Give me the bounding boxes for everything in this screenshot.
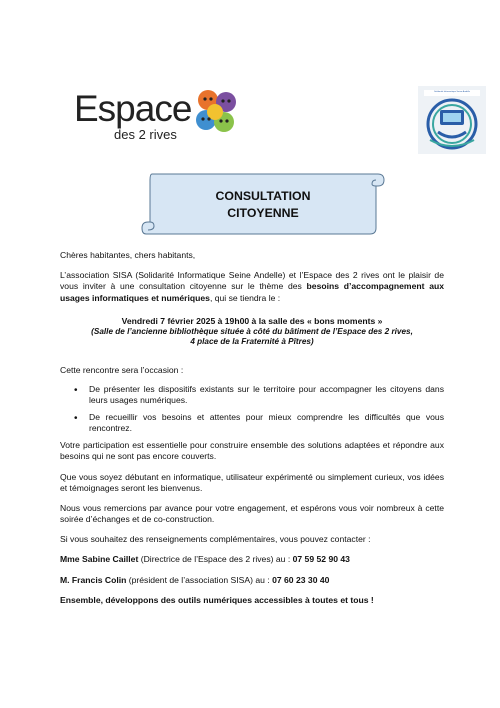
event-location-1: (Salle de l’ancienne bibliothèque située à côté du bâtiment de l’Espace des 2 rives, xyxy=(91,326,413,336)
espace-des-2-rives-logo xyxy=(74,90,234,154)
contact-phone: 07 60 23 30 40 xyxy=(272,574,330,585)
paragraph-thanks: Nous vous remercions par avance pour votre engagement, et espérons vous voir nombreux à cette soirée d’échanges et de co-construction. xyxy=(60,502,444,525)
occasion-list xyxy=(60,384,444,435)
contact-name: M. Francis Colin xyxy=(60,574,127,585)
contact-line xyxy=(60,575,444,586)
banner-title xyxy=(140,188,386,222)
event-date: Vendredi 7 février 2025 à 19h00 à la salle des « bons moments » xyxy=(121,315,383,326)
closing-statement: Ensemble, développons des outils numériques accessibles à toutes et tous ! xyxy=(60,594,374,605)
badge-title: Solidarité Informatique Seine Andelle xyxy=(434,91,470,93)
contact-intro xyxy=(60,534,444,545)
paragraph-audience: Que vous soyez débutant en informatique, utilisateur expérimenté ou simplement curieux, vos idées et témoignages seront les bienvenus. xyxy=(60,471,444,493)
list-item: • De présenter les dispositifs existants sur le territoire pour accompagner les citoyens dans leurs usages numériques. xyxy=(60,384,444,406)
contact-role: (Directrice de l’Espace des 2 rives) au : xyxy=(138,554,293,565)
event-location-2: 4 place de la Fraternité à Pîtres) xyxy=(190,337,314,347)
event-details xyxy=(60,316,444,348)
banner-line-2: CITOYENNE xyxy=(227,206,299,221)
contact-line xyxy=(60,554,444,565)
intro-part-1: L’association SISA (Solidarité Informatique Seine Andelle) et l’Espace des 2 rives ont le plaisir de vous inviter à une consultation citoyenne sur le thème des xyxy=(60,270,444,292)
sisa-emblem-icon xyxy=(418,86,486,154)
title-banner xyxy=(140,168,386,238)
occasion-text: Cette rencontre sera l’occasion : xyxy=(60,365,184,376)
greeting: Chères habitantes, chers habitants, xyxy=(60,250,196,260)
logo-characters-icon xyxy=(190,88,240,138)
contact-name: Mme Sabine Caillet xyxy=(60,554,139,565)
logo-word: Espace xyxy=(74,88,192,129)
banner-line-1: CONSULTATION xyxy=(215,189,311,203)
contact-intro-text: Si vous souhaitez des renseignements complémentaires, vous pouvez contacter : xyxy=(60,534,371,545)
logo-subtitle: des 2 rives xyxy=(114,127,177,142)
contact-role: (président de l’association SISA) au : xyxy=(126,574,273,585)
paragraph-participation: Votre participation est essentielle pour construire ensemble des solutions adaptées et répondre aux besoins qui ne sont pas encore couverts. xyxy=(60,440,444,462)
letter-body xyxy=(60,250,444,615)
sisa-badge-logo xyxy=(418,86,486,154)
list-item: • De recueillir vos besoins et attentes pour mieux comprendre les difficultés que vous rencontrez. xyxy=(60,412,444,434)
intro-part-2: , qui se tiendra le : xyxy=(209,292,281,303)
contact-phone: 07 59 52 90 43 xyxy=(292,554,350,565)
intro-bold: besoins d’accompagnement aux usages informatiques et numériques xyxy=(60,281,444,303)
intro-paragraph xyxy=(60,270,444,304)
